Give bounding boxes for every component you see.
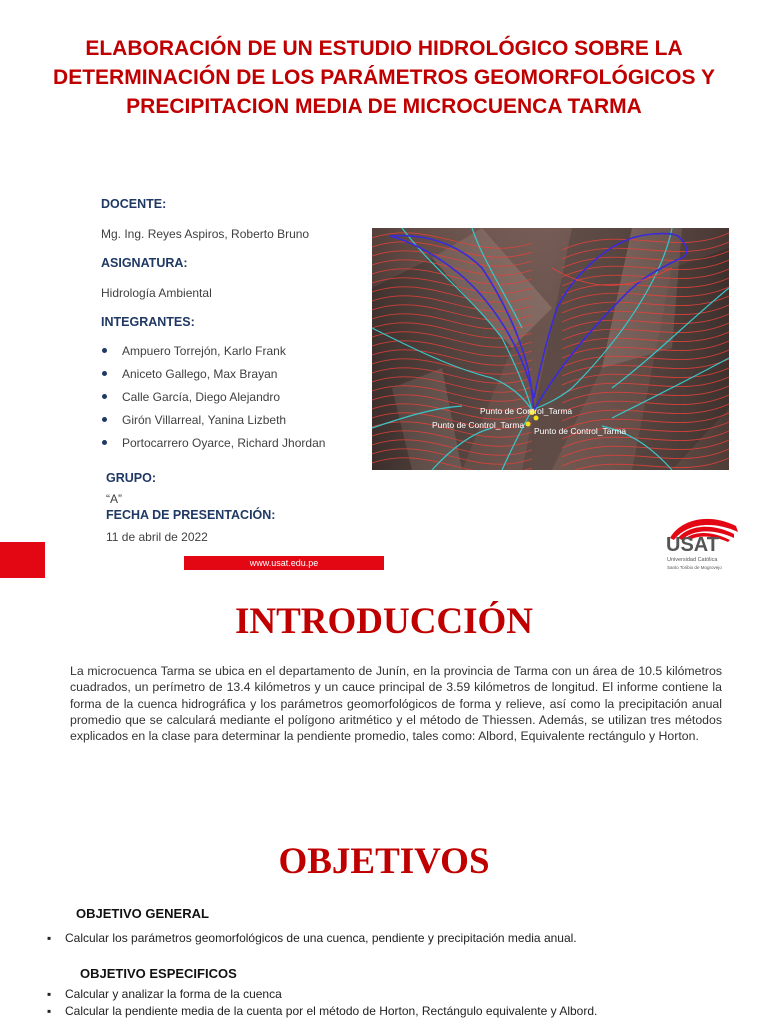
logo-line-2: Santo Toribio de Mogrovejo [667, 565, 722, 570]
integrantes-list [101, 343, 325, 458]
list-item [47, 931, 577, 945]
integrantes-label: INTEGRANTES: [101, 315, 195, 329]
member-name: Ampuero Torrejón, Karlo Frank [122, 344, 286, 358]
objetivo-especificos-heading: OBJETIVO ESPECIFICOS [80, 966, 237, 981]
bullet-icon [102, 440, 107, 445]
bullet-icon: ▪ [47, 1004, 52, 1018]
document-title: ELABORACIÓN DE UN ESTUDIO HIDROLÓGICO SOBRE LA DETERMINACIÓN DE LOS PARÁMETROS GEOMORFOLÓGICOS Y PRECIPITACION MEDIA DE MICROCUENCA TARMA [53, 37, 715, 118]
objetivo-general-text: Calcular los parámetros geomorfológicos de una cuenca, pendiente y precipitación media anual. [65, 931, 577, 945]
intro-heading: INTRODUCCIÓN [234, 601, 534, 642]
accent-bar [0, 542, 45, 578]
map-label: Punto de Control_Tarma [534, 426, 627, 436]
list-item [101, 389, 325, 412]
objetivos-heading: OBJETIVOS [278, 841, 490, 882]
bullet-icon: ▪ [47, 931, 52, 945]
member-name: Portocarrero Oyarce, Richard Jhordan [122, 436, 326, 450]
list-item [47, 987, 282, 1001]
list-item [47, 1004, 597, 1018]
list-item [101, 435, 325, 458]
bullet-icon [102, 371, 107, 376]
member-name: Girón Villarreal, Yanina Lizbeth [122, 413, 287, 427]
list-item [101, 343, 325, 366]
list-item [101, 412, 325, 435]
docente-label: DOCENTE: [101, 197, 167, 211]
bullet-icon: ▪ [47, 987, 52, 1001]
map-label: Punto de Control_Tarma [480, 406, 573, 416]
intro-body: La microcuenca Tarma se ubica en el departamento de Junín, en la provincia de Tarma con un área de 10.5 kilómetros cuadrados, un perímetro de 13.4 kilómetros y un cauce principal de 3.59 kilómetros de longitud. El informe contiene la forma de la cuenca hidrográfica y los parámetros geomorfológicos de forma y relieve, así como la precipitación anual promedio que se calculará mediante el polígono aritmético y el método de Thiessen. Además, se utilizan tres métodos explicados en la clase para determinar la pendiente promedio, tales como: Albord, Equivalente rectángulo y Horton. [70, 664, 722, 744]
asignatura-label: ASIGNATURA: [101, 256, 188, 270]
bullet-icon [102, 394, 107, 399]
control-point-marker [526, 422, 531, 427]
asignatura-value: Hidrología Ambiental [101, 286, 212, 300]
logo-line-1: Universidad Católica [667, 557, 718, 563]
member-name: Calle García, Diego Alejandro [122, 390, 281, 404]
objetivo-general-heading: OBJETIVO GENERAL [76, 906, 209, 921]
list-item [101, 366, 325, 389]
bullet-icon [102, 417, 107, 422]
fecha-label: FECHA DE PRESENTACIÓN: [106, 508, 276, 522]
member-name: Aniceto Gallego, Max Brayan [122, 367, 278, 381]
docente-value: Mg. Ing. Reyes Aspiros, Roberto Bruno [101, 227, 310, 241]
objetivo-especifico-text: Calcular y analizar la forma de la cuenca [65, 987, 282, 1001]
footer-url-link[interactable]: www.usat.edu.pe [249, 558, 319, 568]
control-point-marker [534, 416, 539, 421]
fecha-value: 11 de abril de 2022 [106, 530, 208, 544]
grupo-label: GRUPO: [106, 471, 156, 485]
bullet-icon [102, 348, 107, 353]
objetivo-especifico-text: Calcular la pendiente media de la cuenta por el método de Horton, Rectángulo equivalente y Albord. [65, 1004, 598, 1018]
grupo-value: “A” [106, 492, 122, 506]
map-label: Punto de Control_Tarma [432, 420, 525, 430]
logo-wordmark: USAT [666, 534, 719, 556]
watershed-map-image [372, 228, 729, 470]
